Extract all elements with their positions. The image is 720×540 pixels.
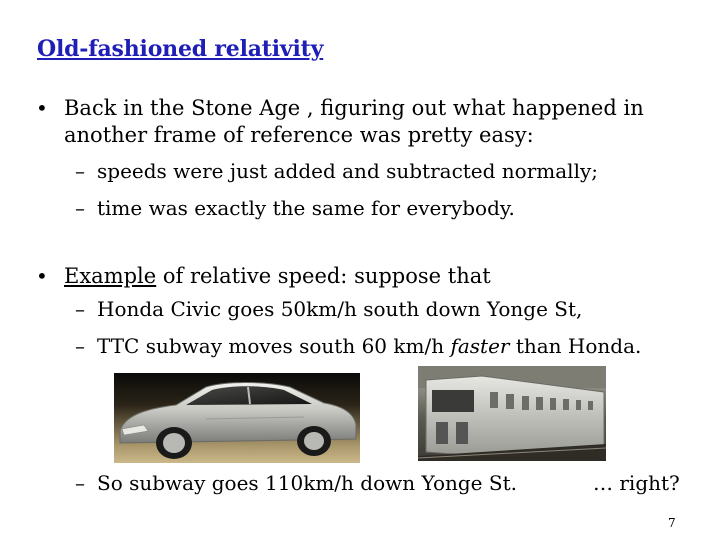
sub-dash: – [75, 159, 85, 183]
bullet-dot: • [36, 96, 48, 120]
subway-text-after: than Honda. [509, 334, 642, 358]
sub-dash: – [75, 297, 85, 321]
bullet-dot: • [36, 264, 48, 288]
sub-text: speeds were just added and subtracted normally; [97, 159, 599, 183]
sub-dash: – [75, 334, 85, 358]
slide-title: Old-fashioned relativity [37, 36, 324, 62]
bullet-text-line1: Back in the Stone Age , figuring out what happened in [64, 96, 644, 120]
bullet-text [64, 263, 491, 290]
sub-text [97, 333, 641, 359]
ttc-subway-photo [418, 366, 606, 461]
sub-dash: – [75, 471, 85, 495]
sub-text: Honda Civic goes 50km/h south down Yonge St, [97, 297, 583, 321]
honda-civic-illustration [114, 373, 360, 463]
example-rest-text: of relative speed: suppose that [156, 264, 491, 288]
honda-civic-photo [114, 373, 360, 463]
page-number: 7 [668, 516, 676, 530]
subway-text-emph: faster [450, 334, 510, 358]
ttc-subway-illustration [418, 366, 606, 461]
sub-text: So subway goes 110km/h down Yonge St. [97, 471, 517, 495]
sub-text: time was exactly the same for everybody. [97, 196, 515, 220]
bullet-text-line2: another frame of reference was pretty easy: [64, 123, 534, 147]
subway-text-before: TTC subway moves south 60 km/h [97, 334, 451, 358]
sub-dash: – [75, 196, 85, 220]
sub-text-trail: … right? [593, 471, 680, 495]
example-link-text: Example [64, 264, 157, 288]
